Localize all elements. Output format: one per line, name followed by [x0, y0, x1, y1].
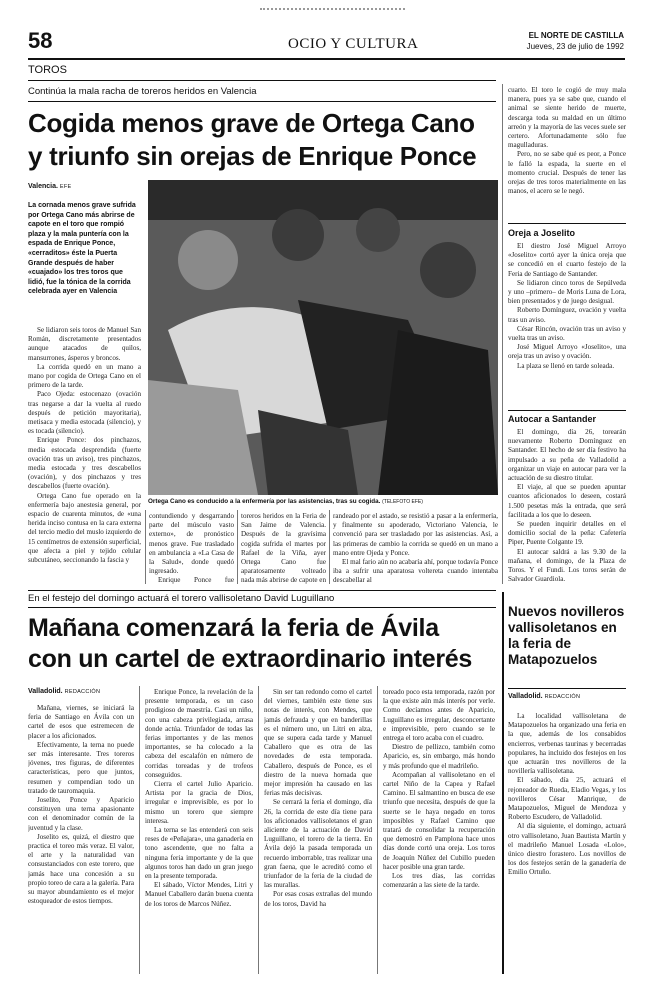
sidebar-p5: José Miguel Arroyo «Joselito», una oreja tras un aviso y ovación. — [508, 343, 626, 361]
story2-column-1 — [28, 704, 134, 974]
story2-kicker-rule — [28, 607, 496, 608]
story2-c4-p3: Acompañan al vallisoletano en el cartel Niño de la Capea y Rafael Camino. El salmantino en busca de ese triunfo que necesita, después de que la suerte se le haya negado en toros imposibles y Rafael Camino que tratará de consolidar la recuperación que demostró en Pamplona hace unos días donde cortó una oreja. Los toros de Joaquín Núñez del Cubillo pueden hacer posible una gran tarde. — [383, 770, 495, 871]
sidebar-rule-2 — [508, 410, 626, 411]
right-column-divider — [502, 84, 503, 584]
story1-caption-credit: (TELEFOTO EFE) — [382, 499, 423, 505]
story1-c5-p1: cuarto. El toro le cogió de muy mala manera, pues ya se sabe que, cuando el animal se siente herido de muerte, descarga toda su maldad en un último arreón y la mayoría de las veces suele ser certero. Afortunadamente sólo fue magulladuras. — [508, 86, 626, 150]
story1-column-4 — [333, 512, 498, 584]
sidebar-autocar-body — [508, 428, 626, 584]
header-rule — [28, 58, 625, 60]
story3-divider — [502, 592, 504, 974]
story1-divider-1 — [145, 510, 146, 584]
story2-headline-line2: con un cartel de extraordinario interés — [28, 645, 472, 673]
header-dotted-strip — [260, 8, 405, 12]
story1-c5-p2: Pero, no se sabe qué es peor, a Ponce le falló la espada, la suerte en el momento crucial. Después de tener las orejas de tres toros materialmente en las manos, el acero se le negó. — [508, 150, 626, 196]
sidebar2-p1: El domingo, día 26, torearán nuevamente Roberto Domínguez en Santander. El hecho de ser día festivo ha impulsado a su peña de Valladolid a organizar un viaje en autocar para ver la actuación de su diestro titular. — [508, 428, 626, 483]
story2-c3-p1: Sin ser tan redondo como el cartel del viernes, también este tiene sus notas de interés, con Mendes, que jamás defrauda y que en banderillas es el número uno, un Litri en alza, que se supera cada tarde y Manuel Caballero que es otra de las novedades de esta temporada. Caballero, después de Ponce, es el diestro de la nueva hornada que mejor impresión ha causado en las ferias más decisivas. — [264, 688, 372, 798]
sidebar-heading-autocar: Autocar a Santander — [508, 414, 597, 424]
story1-lead: La cornada menos grave sufrida por Ortega Cano más abrirse de capote en el toro que rompió plaza y la mala puntería con la espada de Enrique Ponce, «cerraditos» éste la Puerta Grande después de haber «cuajado» los tres toros que lidió, fue la tónica de la corrida celebrada ayer en Valencia — [28, 202, 136, 296]
story2-c3-p2: Se cerrará la feria el domingo, día 26, la corrida de este día tiene para los aficionados vallisoletanos el gran aliciente de la actuación de David Luguillano, el torero de la tierra. En Ávila dejó la pasada temporada un recuerdo imborrable, tras realizar una gran faena, que le acreditó como el triunfador de la feria de la ciudad de las murallas. — [264, 798, 372, 890]
story1-column-3 — [241, 512, 326, 584]
story1-byline-city: Valencia. — [28, 183, 58, 190]
story2-kicker: En el festejo del domingo actuará el torero vallisoletano David Luguillano — [28, 593, 335, 604]
story1-caption-text: Ortega Cano es conducido a la enfermería por las asistencias, tras su cogida. — [148, 498, 381, 505]
story1-c1-p5: Ortega Cano fue operado en la enfermería bajo anestesia general, por espacio de cuarenta minutos, de «una herida inciso contusa en la cara externa del tercio medio del muslo izquierdo de 15 centímetros de extensión superficial, que afecta a piel y tejido celular subcutáneo, seccionando la fascia y — [28, 491, 141, 565]
story1-divider-2 — [237, 510, 238, 584]
story2-headline-line1: Mañana comenzará la feria de Ávila — [28, 614, 439, 642]
story1-c1-p1: Se lidiaron seis toros de Manuel San Román, discretamente presentados aunque atacados de quilos, mansurrones, ásperos y broncos. — [28, 326, 141, 362]
story3-byline-city: Valladolid. — [508, 693, 543, 700]
sidebar-p6: La plaza se llenó en tarde soleada. — [517, 361, 615, 370]
sidebar-rule-1 — [508, 223, 626, 224]
story3-p3: Al día siguiente, el domingo, actuará otro vallisoletano, Juan Bautista Martín y el madrileño Manuel Losada «Lolo», único diestro forastero. Los novillos de los dos festejos serán de la ganadería de Emilio Ortuño. — [508, 822, 626, 877]
sidebar-joselito-body — [508, 242, 626, 408]
story1-kicker: Continúa la mala racha de toreros heridos en Valencia — [28, 86, 257, 97]
story2-c1-p4: Joselito es, quizá, el diestro que practica el toreo más veraz. El valor, el arte y la naturalidad van consustanciados con este torero, que jamás hace una concesión a su propio toreo de cara a la galería. Para su mayor abundamiento es el mejor estoqueador de estos tiempos. — [28, 832, 134, 906]
story1-column-2 — [149, 512, 234, 584]
story1-c3-p1: toreros heridos en la Feria de San Jaime de Valencia. Después de la gravísima cogida sufrida el martes por Rafael de la Viña, ayer Ortega Cano fue aparatosamente volteado nada más abrirse de capote en — [241, 512, 326, 584]
story2-c4-p2: Diestro de pellizco, también como Aparicio, es, sin embargo, más hondo y más profundo que el madrileño. — [383, 743, 495, 770]
story3-byline — [508, 693, 580, 700]
story1-c4-p1: randeado por el astado, se resistió a pasar a la enfermería, y finalmente su apoderado, Victoriano Valencia, le convenció para ser trasladado por las asistencias. Así, a las primeras de cambio la corrida se quedó en un mano a mano entre Ojeda y Ponce. — [333, 512, 498, 557]
story2-column-2 — [145, 688, 253, 974]
subsection-rule — [28, 80, 496, 81]
story2-byline — [28, 688, 100, 695]
story1-c4-p2: El mal fario aún no acabaría ahí, porque todavía Ponce iba a sufrir una aparatosa voltereta cuando intentaba descabellar al — [333, 558, 498, 584]
story1-photo — [148, 180, 498, 495]
story2-c3-p3: Por esas cosas extrañas del mundo de los toros, David ha — [264, 890, 372, 908]
story1-c2-p2: Enrique Ponce fue — [158, 576, 234, 584]
story1-headline-line2: y triunfo sin orejas de Enrique Ponce — [28, 141, 477, 171]
story2-divider-2 — [258, 686, 259, 974]
story2-byline-city: Valladolid. — [28, 688, 63, 695]
story2-c4-p1: toreado poco esta temporada, razón por la que existe aún más interés por verle. Como decíamos antes de Aparicio, Luguillano es irregular, desconcertante e imprevisible, pero cuando se le entrega el toro acaba con el cuadro. — [383, 688, 495, 743]
story3-column — [508, 712, 626, 974]
story2-column-3 — [264, 688, 372, 974]
story1-photo-caption — [148, 498, 498, 505]
story1-c2-p1: contundiendo y desgarrando parte del músculo vasto externo», de pronóstico menos grave. Fue trasladado en ambulancia a «La Casa de la Salud», donde quedó ingresado. — [149, 512, 234, 576]
story2-c1-p2: Efectivamente, la terna no puede ser más interesante. Tres toreros jóvenes, tres figuras, de diferentes características, pero que juntos, resumen y compendian todo un tratado de tauromaquia. — [28, 740, 134, 795]
story2-c1-p1: Mañana, viernes, se iniciará la feria de Santiago en Ávila con un cartel de esos que estremecen de placer a los aficionados. — [28, 704, 134, 740]
story1-kicker-rule — [28, 101, 496, 102]
story2-c2-p1: Enrique Ponce, la revelación de la presente temporada, es un caso prodigioso de maestría. Casi un niño, con una cabeza privilegiada, arrasa donde actúa. Triunfador de todas las ferias importantes y de las menos importantes, se ha colocado a la cabeza del escalafón en número de corridas toreadas y de trofeos conseguidos. — [145, 688, 253, 779]
story1-column-1 — [28, 326, 141, 584]
story3-headline: Nuevos novilleros vallisoletanos en la feria de Matapozuelos — [508, 604, 625, 667]
story2-c2-p4: El sábado, Víctor Mendes, Litri y Manuel Caballero darán buena cuenta de los toros de Marcos Núñez. — [145, 881, 253, 908]
story1-column-5 — [508, 86, 626, 220]
story2-byline-agency: REDACCIÓN — [64, 689, 101, 695]
story3-byline-agency: REDACCIÓN — [544, 694, 581, 700]
page-number: 58 — [28, 28, 53, 53]
sidebar-p3: Roberto Domínguez, ovación y vuelta tras un aviso. — [508, 306, 626, 324]
story3-p2: El sábado, día 25, actuará el rejoneador de Rueda, Eladio Vegas, y los novilleros César Manrique, de Matapozuelos, Miguel de Mendoza y Roberto Escudero, de Valladolid. — [508, 776, 626, 822]
story2-top-rule — [28, 590, 496, 591]
story2-divider-3 — [377, 686, 378, 974]
sidebar-heading-joselito: Oreja a Joselito — [508, 228, 576, 238]
story2-c1-p3: Joselito, Ponce y Aparicio constituyen una terna apasionante con el denominador común de la juventud y la clase. — [28, 796, 134, 832]
story2-c2-p3: La terna se las entenderá con seis reses de «Peñajara», una ganadería en tono ascendente, que no falta a ninguna feria importante y de la que algunos toros han dado un gran juego en la presente temporada. — [145, 826, 253, 881]
paper-name: EL NORTE DE CASTILLA — [528, 31, 624, 40]
sidebar-p1: El diestro José Miguel Arroyo «Joselito» cortó ayer la única oreja que se concedió en el cuarto festejo de la Feria de Santiago de Santander. — [508, 242, 626, 278]
story2-column-4 — [383, 688, 495, 974]
story1-c1-p2: La corrida quedó en un mano a mano por cogida de Ortega Cano en el primero de la tarde. — [28, 362, 141, 390]
story1-headline-line1: Cogida menos grave de Ortega Cano — [28, 108, 475, 138]
page-date: Jueves, 23 de julio de 1992 — [526, 42, 624, 51]
section-title: OCIO Y CULTURA — [288, 36, 419, 52]
story1-divider-3 — [329, 510, 330, 584]
story2-divider-1 — [139, 686, 140, 974]
sidebar2-p3: Se pueden inquirir detalles en el domicilio social de la peña: Cafetería Piper, Puente Colgante 19. — [508, 520, 626, 547]
story2-c2-p2: Cierra el cartel Julio Aparicio. Artista por la gracia de Dios, irregular e imprevisible, es por lo mismo un torero que siempre interesa. — [145, 780, 253, 825]
story1-byline-agency: EFE — [59, 184, 72, 190]
sidebar2-p2: El viaje, al que se pueden apuntar cuantos aficionados lo deseen, costará 1.500 pesetas más la entrada, que será facilitada a los que lo deseen. — [508, 483, 626, 519]
sidebar-p2: Se lidiaron cinco toros de Sepúlveda y uno –primero– de Moris Luna de Lora, bien presentados y de juego desigual. — [508, 278, 626, 306]
story1-c1-p3: Paco Ojeda: estocenazo (ovación tras negarse a dar la vuelta al ruedo después de petición mayoritaria), metisaca y media estocada (silencio), y es tocada (silencio). — [28, 390, 141, 436]
sidebar-p4: César Rincón, ovación tras un aviso y vuelta tras un aviso. — [508, 324, 626, 343]
subsection-label: TOROS — [28, 64, 67, 76]
story2-c4-p4: Los tres días, las corridas comenzarán a las siete de la tarde. — [383, 872, 495, 890]
story3-headline-rule — [508, 688, 626, 689]
photo-illustration — [148, 180, 498, 495]
story1-byline — [28, 183, 72, 190]
story3-p1: La localidad vallisoletana de Matapozuelos ha organizado una feria en la que, además de los consabidos encierros, verbenas taurinas y becerradas populares, ha incluido dos festejos en los que actuarán tres novilleros de la novillería vallisoletana. — [508, 712, 626, 776]
sidebar2-p4: El autocar saldrá a las 9.30 de la mañana, el domingo, de la Plaza de Toros. Y el Fundi. Los toros serán de Salvador Guardiola. — [508, 547, 626, 584]
story1-c1-p4: Enrique Ponce: dos pinchazos, media estocada desprendida (fuerte ovación tras un aviso), tres pinchazos, media estocada y tres descabellos (ovación), y dos pinchazos y tres descabellos (fuerte ovación). — [28, 436, 141, 491]
